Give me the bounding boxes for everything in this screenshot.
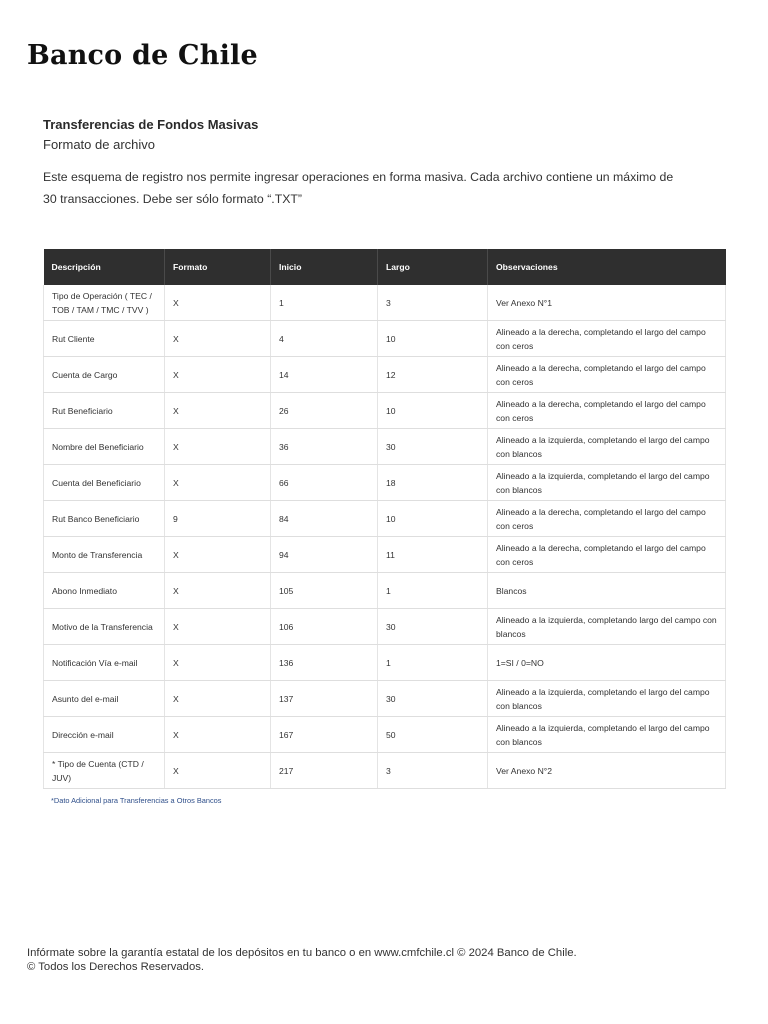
table-row [44,393,726,429]
table-row [44,537,726,573]
cell-descripcion: Rut Beneficiario [44,393,165,429]
table-row [44,573,726,609]
cell-formato: X [165,573,271,609]
cell-formato: X [165,609,271,645]
cell-inicio: 217 [271,753,378,789]
cell-descripcion: Cuenta de Cargo [44,357,165,393]
table-row [44,465,726,501]
content-section [43,116,683,210]
cell-observaciones: Alineado a la derecha, completando el largo del campo con ceros [488,357,726,393]
cell-descripcion: Tipo de Operación ( TEC / TOB / TAM / TMC / TVV ) [44,285,165,321]
cell-observaciones: Blancos [488,573,726,609]
table-row [44,501,726,537]
cell-inicio: 137 [271,681,378,717]
cell-largo: 3 [378,285,488,321]
table-row [44,645,726,681]
table-row [44,681,726,717]
cell-largo: 30 [378,609,488,645]
column-header-observaciones: Observaciones [488,249,726,285]
cell-largo: 1 [378,645,488,681]
cell-observaciones: Alineado a la izquierda, completando el largo del campo con blancos [488,429,726,465]
cell-formato: X [165,465,271,501]
cell-observaciones: Alineado a la izquierda, completando el largo del campo con blancos [488,681,726,717]
table-row [44,717,726,753]
table-footnote: *Dato Adicional para Transferencias a Otros Bancos [51,796,222,805]
cell-largo: 3 [378,753,488,789]
cell-observaciones: Ver Anexo N°1 [488,285,726,321]
file-format-table [43,249,726,789]
cell-observaciones: Alineado a la derecha, completando el largo del campo con ceros [488,393,726,429]
cell-inicio: 14 [271,357,378,393]
column-header-inicio: Inicio [271,249,378,285]
cell-observaciones: Alineado a la derecha, completando el largo del campo con ceros [488,321,726,357]
table-body [44,285,726,789]
cell-largo: 50 [378,717,488,753]
cell-descripcion: Monto de Transferencia [44,537,165,573]
cell-formato: X [165,717,271,753]
cell-largo: 30 [378,429,488,465]
cell-largo: 10 [378,393,488,429]
cell-descripcion: Dirección e-mail [44,717,165,753]
cell-observaciones: Alineado a la izquierda, completando el largo del campo con blancos [488,717,726,753]
cell-formato: 9 [165,501,271,537]
cell-observaciones: Alineado a la derecha, completando el largo del campo con ceros [488,537,726,573]
cell-largo: 1 [378,573,488,609]
page-footer [27,946,577,974]
table-row [44,357,726,393]
cell-descripcion: Asunto del e-mail [44,681,165,717]
cell-inicio: 136 [271,645,378,681]
page-subtitle: Formato de archivo [43,137,155,152]
cell-inicio: 105 [271,573,378,609]
table-row [44,753,726,789]
column-header-descripcion: Descripción [44,249,165,285]
cell-inicio: 84 [271,501,378,537]
cell-formato: X [165,357,271,393]
cell-largo: 10 [378,321,488,357]
cell-largo: 12 [378,357,488,393]
cell-descripcion: Nombre del Beneficiario [44,429,165,465]
cell-inicio: 167 [271,717,378,753]
cell-observaciones: Ver Anexo N°2 [488,753,726,789]
table-row [44,609,726,645]
cell-formato: X [165,753,271,789]
cell-formato: X [165,285,271,321]
cell-largo: 30 [378,681,488,717]
cell-largo: 18 [378,465,488,501]
footer-copyright: © Todos los Derechos Reservados. [27,961,205,973]
cell-observaciones: 1=SI / 0=NO [488,645,726,681]
cell-inicio: 26 [271,393,378,429]
cell-descripcion: Motivo de la Transferencia [44,609,165,645]
cell-observaciones: Alineado a la izquierda, completando el largo del campo con blancos [488,465,726,501]
cell-formato: X [165,393,271,429]
table-row [44,285,726,321]
cell-inicio: 4 [271,321,378,357]
cell-formato: X [165,321,271,357]
cell-inicio: 1 [271,285,378,321]
cell-largo: 10 [378,501,488,537]
table-row [44,429,726,465]
table-header-row [44,249,726,285]
bank-logo[interactable]: Banco de Chile [27,40,258,71]
cell-descripcion: Abono Inmediato [44,573,165,609]
cell-descripcion: Rut Banco Beneficiario [44,501,165,537]
cell-inicio: 94 [271,537,378,573]
cell-descripcion: Cuenta del Beneficiario [44,465,165,501]
cell-formato: X [165,537,271,573]
cell-inicio: 66 [271,465,378,501]
cell-formato: X [165,645,271,681]
column-header-largo: Largo [378,249,488,285]
page-description: Este esquema de registro nos permite ingresar operaciones en forma masiva. Cada archivo contiene un máximo de 30 transacciones. Debe ser sólo formato “.TXT” [43,170,674,206]
cell-formato: X [165,429,271,465]
cell-largo: 11 [378,537,488,573]
page-title: Transferencias de Fondos Masivas [43,117,259,132]
cell-descripcion: Rut Cliente [44,321,165,357]
footer-disclaimer: Infórmate sobre la garantía estatal de los depósitos en tu banco o en www.cmfchile.cl © 2024 Banco de Chile. [27,947,577,959]
cell-descripcion: Notificación Vía e-mail [44,645,165,681]
cell-inicio: 36 [271,429,378,465]
cell-inicio: 106 [271,609,378,645]
column-header-formato: Formato [165,249,271,285]
cell-formato: X [165,681,271,717]
table-row [44,321,726,357]
cell-observaciones: Alineado a la izquierda, completando largo del campo con blancos [488,609,726,645]
cell-descripcion: * Tipo de Cuenta (CTD / JUV) [44,753,165,789]
cell-observaciones: Alineado a la derecha, completando el largo del campo con ceros [488,501,726,537]
